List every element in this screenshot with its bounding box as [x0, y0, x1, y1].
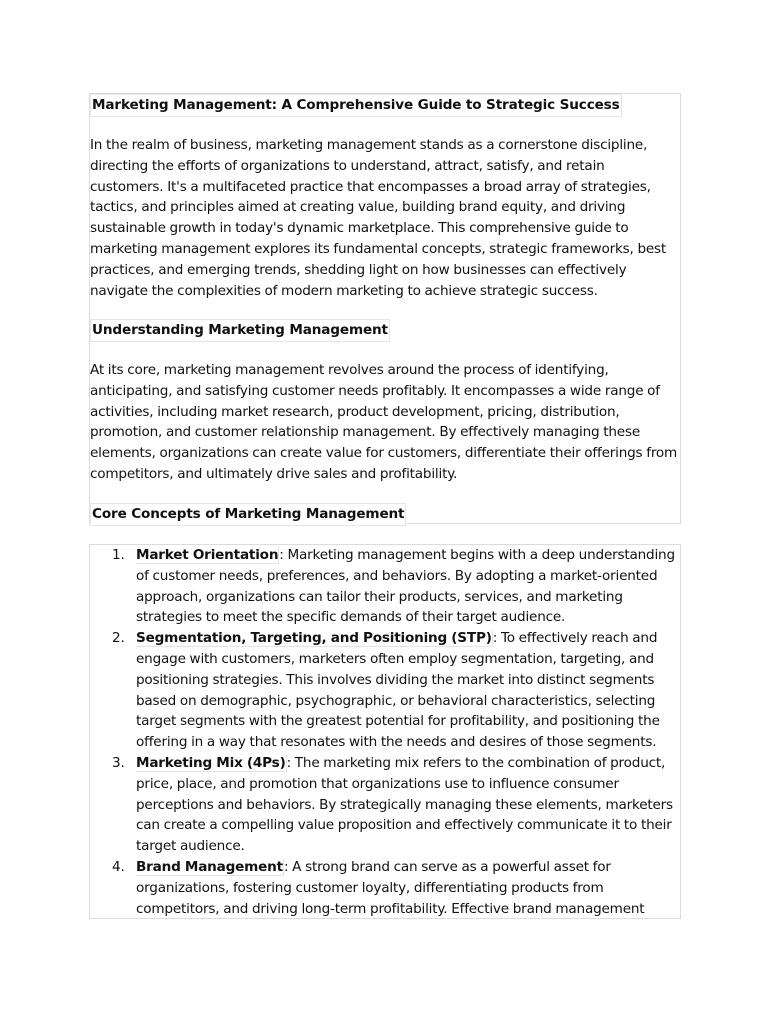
core-concepts-list-block	[89, 544, 681, 919]
intro-paragraph: In the realm of business, marketing management stands as a cornerstone discipline, directing the efforts of organizations to understand, attract, satisfy, and retain customers. It's a multifaceted practice that encompasses a broad array of strategies, tactics, and principles aimed at creating value, building brand equity, and driving sustainable growth in today's dynamic marketplace. This comprehensive guide to marketing management explores its fundamental concepts, strategic frameworks, best practices, and emerging trends, shedding light on how businesses can effectively navigate the complexities of modern marketing to achieve strategic success.	[90, 137, 667, 299]
understanding-paragraph: At its core, marketing management revolves around the process of identifying, anticipating, and satisfying customer needs profitably. It encompasses a wide range of activities, including market research, product development, pricing, distribution, promotion, and customer relationship management. By effectively managing these elements, organizations can create value for customers, differentiate their offerings from competitors, and ultimately drive sales and profitability.	[90, 362, 678, 482]
section-heading-understanding: Understanding Marketing Management	[90, 319, 390, 342]
list-item	[90, 753, 680, 857]
section-heading-core-concepts: Core Concepts of Marketing Management	[90, 503, 406, 526]
list-item-term: Marketing Mix (4Ps)	[136, 754, 286, 771]
list-item-number: 1.	[112, 547, 125, 563]
list-item	[90, 857, 680, 919]
intro-block	[89, 93, 681, 524]
list-item-number: 3.	[112, 754, 125, 771]
list-item-text: : To effectively reach and engage with customers, marketers often employ segmentation, targeting, and positioning strategies. This involves dividing the market into distinct segments based on demographic, psychographic, or behavioral characteristics, selecting target segments with the greatest potential for profitability, and positioning the offering in a way that resonates with the needs and desires of those segments.	[136, 630, 660, 751]
document-title: Marketing Management: A Comprehensive Guide to Strategic Success	[90, 94, 622, 117]
list-item-number: 4.	[112, 858, 125, 875]
list-item-text: : Marketing management begins with a deep understanding of customer needs, preferences, and behaviors. By adopting a market-oriented approach, organizations can tailor their products, services, and marketing strategies to meet the specific demands of their target audience.	[136, 547, 675, 626]
list-item-text: : A strong brand can serve as a powerful asset for organizations, fostering customer loyalty, differentiating products from competitors, and driving long-term profitability. Effective brand management	[136, 858, 645, 917]
list-item	[90, 545, 680, 628]
core-concepts-list	[90, 545, 680, 919]
list-item-term: Market Orientation	[136, 547, 279, 563]
list-item-term: Brand Management	[136, 858, 283, 875]
list-item-text: : The marketing mix refers to the combination of product, price, place, and promotion that organizations use to influence consumer perceptions and behaviors. By strategically managing these elements, marketers can create a compelling value proposition and effectively communicate it to their target audience.	[136, 754, 673, 855]
list-item-term: Segmentation, Targeting, and Positioning (STP)	[136, 630, 492, 647]
list-item	[90, 628, 680, 753]
list-item-number: 2.	[112, 630, 125, 647]
